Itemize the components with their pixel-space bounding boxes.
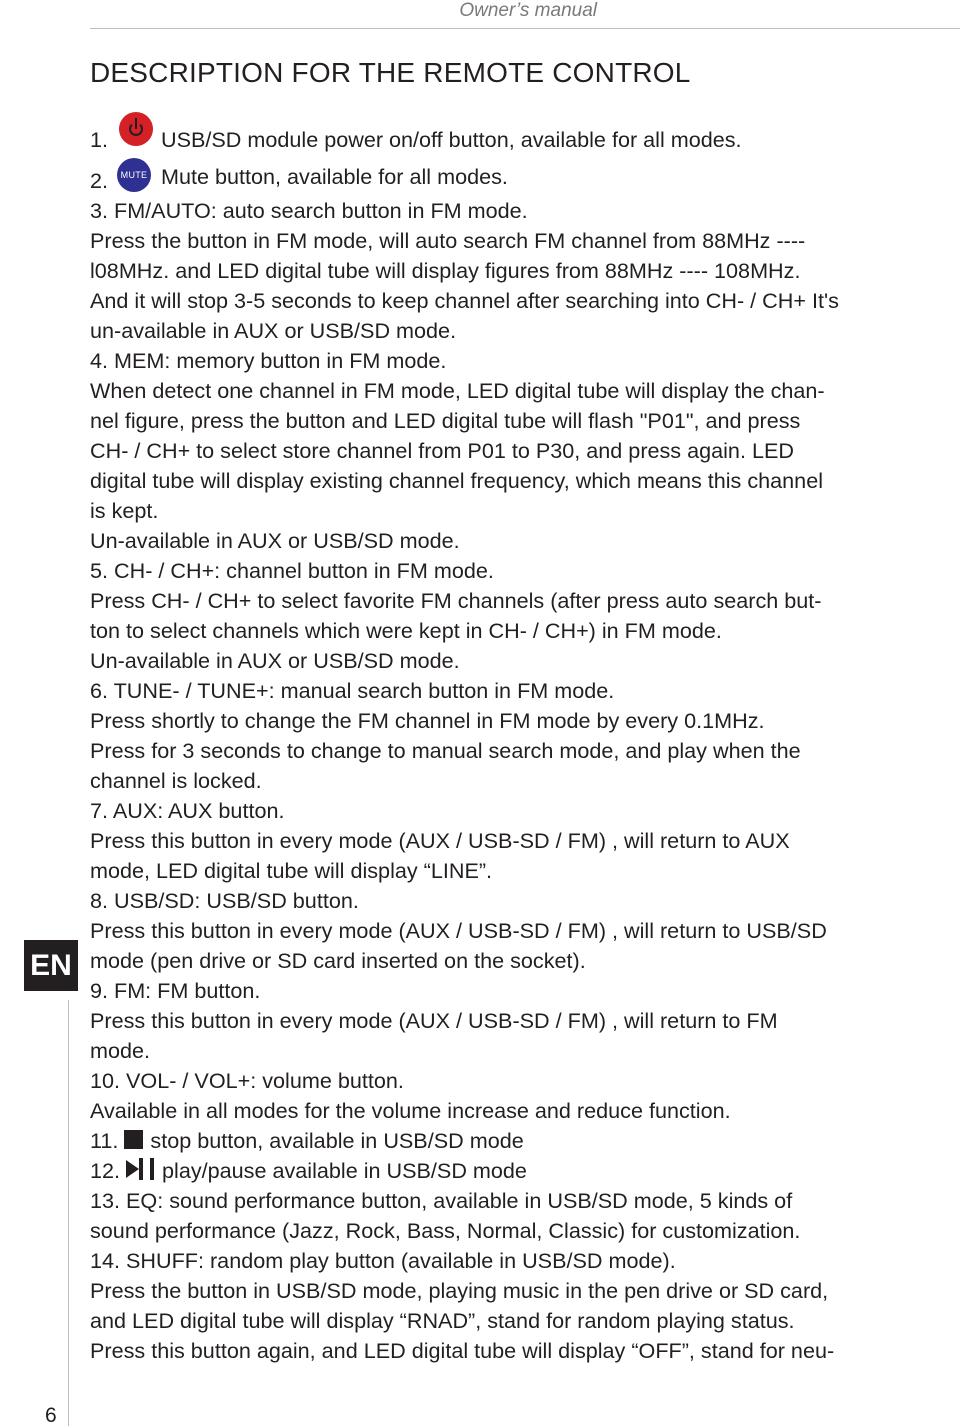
page-header bbox=[90, 0, 960, 29]
section-title: DESCRIPTION FOR THE REMOTE CONTROL bbox=[90, 57, 691, 88]
text-line: CH- / CH+ to select store channel from P01 to P30, and press again. LED bbox=[90, 438, 794, 463]
text-line: un-available in AUX or USB/SD mode. bbox=[90, 318, 457, 343]
text-line: l08MHz. and LED digital tube will display figures from 88MHz ---- 108MHz. bbox=[90, 258, 801, 283]
text-line: sound performance (Jazz, Rock, Bass, Normal, Classic) for customization. bbox=[90, 1218, 801, 1243]
page-number: 6 bbox=[45, 1404, 57, 1427]
text-line: mode. bbox=[90, 1038, 151, 1063]
text-line: Available in all modes for the volume increase and reduce function. bbox=[90, 1098, 731, 1123]
remote-control-description bbox=[90, 125, 956, 1366]
list-item bbox=[90, 1126, 956, 1156]
power-icon bbox=[119, 112, 153, 146]
text-line: Press this button in every mode (AUX / USB-SD / FM) , will return to FM bbox=[90, 1008, 778, 1033]
text-line: 10. VOL- / VOL+: volume button. bbox=[90, 1068, 404, 1093]
item-text: USB/SD module power on/off button, available for all modes. bbox=[161, 127, 742, 152]
stop-icon bbox=[124, 1130, 143, 1149]
item-number: 11. bbox=[90, 1128, 119, 1153]
text-line: channel is locked. bbox=[90, 768, 262, 793]
text-line: Press for 3 seconds to change to manual search mode, and play when the bbox=[90, 738, 801, 763]
list-item bbox=[90, 125, 956, 162]
item-text: stop button, available in USB/SD mode bbox=[150, 1128, 524, 1153]
text-line: and LED digital tube will display “RNAD”, stand for random playing status. bbox=[90, 1308, 795, 1333]
mute-icon: MUTE bbox=[117, 158, 151, 192]
text-line: Press the button in USB/SD mode, playing music in the pen drive or SD card, bbox=[90, 1278, 829, 1303]
text-line: Press this button again, and LED digital tube will display “OFF”, stand for neu- bbox=[90, 1338, 835, 1363]
item-number: 1. bbox=[90, 127, 109, 152]
text-line: 8. USB/SD: USB/SD button. bbox=[90, 888, 359, 913]
text-line: mode, LED digital tube will display “LINE”. bbox=[90, 858, 493, 883]
item-number: 2. bbox=[90, 168, 109, 193]
text-line: 7. AUX: AUX button. bbox=[90, 798, 285, 823]
text-line: 4. MEM: memory button in FM mode. bbox=[90, 348, 447, 373]
text-line: 6. TUNE- / TUNE+: manual search button in FM mode. bbox=[90, 678, 615, 703]
text-line: 3. FM/AUTO: auto search button in FM mode. bbox=[90, 198, 528, 223]
language-tab: EN bbox=[24, 940, 78, 991]
item-text: play/pause available in USB/SD mode bbox=[162, 1158, 527, 1183]
text-line: Press the button in FM mode, will auto search FM channel from 88MHz ---- bbox=[90, 228, 806, 253]
text-line: 5. CH- / CH+: channel button in FM mode. bbox=[90, 558, 494, 583]
text-line: nel figure, press the button and LED digital tube will flash "P01", and press bbox=[90, 408, 801, 433]
play-pause-icon bbox=[126, 1158, 156, 1180]
list-item bbox=[90, 1156, 956, 1186]
text-line: is kept. bbox=[90, 498, 159, 523]
text-line: 13. EQ: sound performance button, available in USB/SD mode, 5 kinds of bbox=[90, 1188, 793, 1213]
item-text: Mute button, available for all modes. bbox=[161, 164, 508, 189]
text-line: Press this button in every mode (AUX / USB-SD / FM) , will return to USB/SD bbox=[90, 918, 827, 943]
text-line: 9. FM: FM button. bbox=[90, 978, 261, 1003]
text-line: Press CH- / CH+ to select favorite FM channels (after press auto search but- bbox=[90, 588, 822, 613]
text-line: ton to select channels which were kept in CH- / CH+) in FM mode. bbox=[90, 618, 722, 643]
text-line: And it will stop 3-5 seconds to keep channel after searching into CH- / CH+ It's bbox=[90, 288, 839, 313]
text-line: mode (pen drive or SD card inserted on the socket). bbox=[90, 948, 586, 973]
text-line: Un-available in AUX or USB/SD mode. bbox=[90, 528, 460, 553]
text-line: Press shortly to change the FM channel in FM mode by every 0.1MHz. bbox=[90, 708, 765, 733]
header-title: Owner’s manual bbox=[459, 0, 597, 21]
text-line: Un-available in AUX or USB/SD mode. bbox=[90, 648, 460, 673]
text-line: Press this button in every mode (AUX / USB-SD / FM) , will return to AUX bbox=[90, 828, 790, 853]
side-divider bbox=[68, 1000, 69, 1426]
text-line: 14. SHUFF: random play button (available in USB/SD mode). bbox=[90, 1248, 676, 1273]
text-line: digital tube will display existing channel frequency, which means this channel bbox=[90, 468, 823, 493]
item-number: 12. bbox=[90, 1158, 121, 1183]
list-item bbox=[90, 162, 956, 196]
text-line: When detect one channel in FM mode, LED digital tube will display the chan- bbox=[90, 378, 825, 403]
